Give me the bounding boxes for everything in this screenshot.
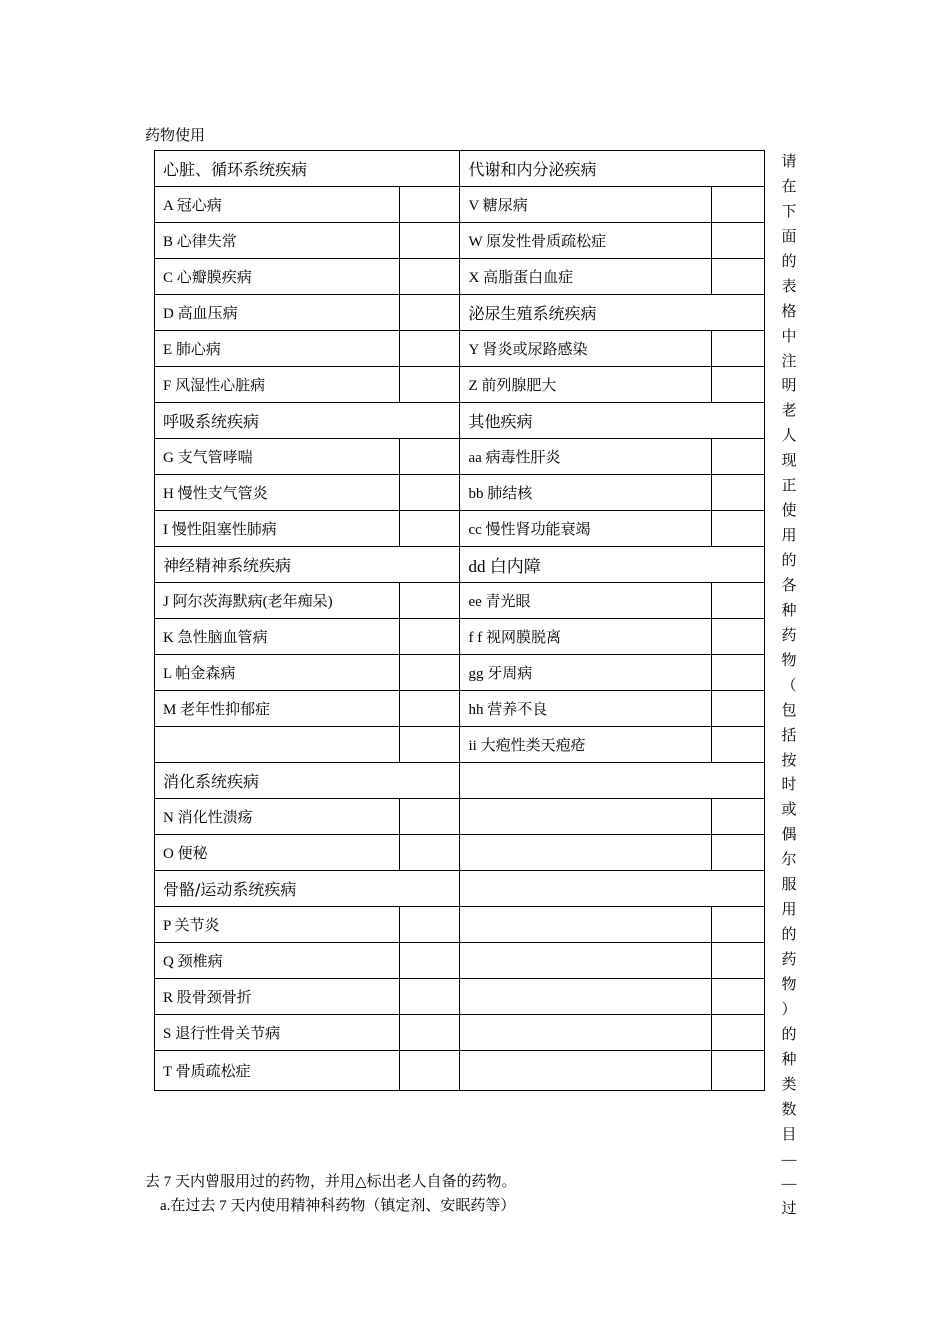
- disease-mark-cell[interactable]: [711, 655, 764, 691]
- disease-item: A 冠心病: [155, 187, 400, 223]
- disease-mark-cell[interactable]: [400, 943, 460, 979]
- table-row: [155, 295, 765, 331]
- disease-item: dd 白内障: [460, 547, 765, 583]
- disease-mark-cell[interactable]: [400, 619, 460, 655]
- disease-table: [154, 150, 765, 1091]
- disease-mark-cell[interactable]: [711, 979, 764, 1015]
- empty-cell: [460, 835, 711, 871]
- disease-item: G 支气管哮喘: [155, 439, 400, 475]
- disease-item: O 便秘: [155, 835, 400, 871]
- disease-item: f f 视网膜脱离: [460, 619, 711, 655]
- disease-mark-cell[interactable]: [400, 223, 460, 259]
- disease-mark-cell[interactable]: [711, 799, 764, 835]
- disease-item: Z 前列腺肥大: [460, 367, 711, 403]
- vertical-char: 服: [781, 877, 797, 894]
- disease-mark-cell[interactable]: [400, 511, 460, 547]
- table-row: [155, 655, 765, 691]
- disease-mark-cell[interactable]: [400, 1051, 460, 1091]
- vertical-char: ）: [781, 1001, 797, 1018]
- vertical-char: 的: [781, 553, 797, 569]
- vertical-char: 面: [781, 228, 797, 245]
- category-header: 神经精神系统疾病: [155, 547, 460, 583]
- vertical-char: 各: [781, 577, 797, 594]
- vertical-char: 老: [781, 403, 797, 420]
- disease-mark-cell[interactable]: [400, 187, 460, 223]
- vertical-char: 种: [781, 602, 797, 619]
- empty-cell: [460, 799, 711, 835]
- vertical-char: 的: [781, 253, 797, 270]
- vertical-char: 过: [781, 1201, 797, 1218]
- disease-item: I 慢性阻塞性肺病: [155, 511, 400, 547]
- disease-item: T 骨质疏松症: [155, 1051, 400, 1091]
- empty-cell: [460, 1051, 711, 1091]
- vertical-char: 药: [781, 627, 797, 644]
- disease-mark-cell[interactable]: [711, 691, 764, 727]
- vertical-char: 的: [781, 1026, 797, 1043]
- vertical-char: 明: [781, 378, 797, 395]
- table-row: [155, 799, 765, 835]
- vertical-char: 物: [781, 976, 797, 993]
- disease-item: Q 颈椎病: [155, 943, 400, 979]
- disease-mark-cell[interactable]: [400, 691, 460, 727]
- vertical-char: 下: [781, 203, 797, 220]
- disease-mark-cell[interactable]: [711, 475, 764, 511]
- disease-item: Y 肾炎或尿路感染: [460, 331, 711, 367]
- disease-mark-cell[interactable]: [400, 259, 460, 295]
- disease-item: S 退行性骨关节病: [155, 1015, 400, 1051]
- disease-item: E 肺心病: [155, 331, 400, 367]
- vertical-char: 现: [781, 453, 797, 470]
- category-header: 骨骼/运动系统疾病: [155, 871, 460, 907]
- table-row: [155, 223, 765, 259]
- vertical-char: 注: [781, 353, 797, 370]
- disease-mark-cell[interactable]: [711, 331, 764, 367]
- vertical-char: 按: [781, 752, 797, 769]
- vertical-char: （: [781, 677, 797, 694]
- disease-mark-cell[interactable]: [711, 439, 764, 475]
- disease-item: B 心律失常: [155, 223, 400, 259]
- disease-mark-cell[interactable]: [400, 1015, 460, 1051]
- table-row: [155, 943, 765, 979]
- table-row: [155, 1015, 765, 1051]
- disease-item: P 关节炎: [155, 907, 400, 943]
- vertical-char: 药: [781, 952, 797, 968]
- table-row: [155, 691, 765, 727]
- vertical-char: 括: [781, 727, 797, 744]
- vertical-char: 包: [781, 702, 797, 719]
- vertical-char: 格: [781, 303, 797, 320]
- disease-item: [155, 727, 400, 763]
- table-row: [155, 403, 765, 439]
- disease-mark-cell[interactable]: [400, 907, 460, 943]
- disease-mark-cell[interactable]: [711, 511, 764, 547]
- disease-mark-cell[interactable]: [711, 583, 764, 619]
- table-row: [155, 1051, 765, 1091]
- table-row: [155, 439, 765, 475]
- disease-mark-cell[interactable]: [400, 583, 460, 619]
- disease-item: J 阿尔茨海默病(老年痴呆): [155, 583, 400, 619]
- category-header: 代谢和内分泌疾病: [460, 151, 765, 187]
- disease-item: D 高血压病: [155, 295, 400, 331]
- category-header: 呼吸系统疾病: [155, 403, 460, 439]
- vertical-char: 正: [781, 478, 797, 495]
- disease-mark-cell[interactable]: [400, 727, 460, 763]
- vertical-char: —: [781, 1176, 797, 1193]
- table-row: [155, 331, 765, 367]
- vertical-char: 使: [781, 503, 797, 520]
- vertical-char: 请: [781, 154, 797, 170]
- table-row: [155, 475, 765, 511]
- disease-mark-cell[interactable]: [711, 187, 764, 223]
- table-row: [155, 835, 765, 871]
- vertical-char: 在: [781, 178, 797, 195]
- disease-mark-cell[interactable]: [711, 943, 764, 979]
- disease-mark-cell[interactable]: [711, 259, 764, 295]
- disease-mark-cell[interactable]: [711, 835, 764, 871]
- vertical-char: 或: [781, 802, 797, 819]
- vertical-char: 种: [781, 1051, 797, 1068]
- disease-mark-cell[interactable]: [711, 367, 764, 403]
- disease-item: H 慢性支气管炎: [155, 475, 400, 511]
- disease-item: N 消化性溃疡: [155, 799, 400, 835]
- instruction-continuation: 去 7 天内曾服用过的药物，并用△标出老人自备的药物。: [145, 1174, 517, 1190]
- category-header: 心脏、循环系统疾病: [155, 151, 460, 187]
- disease-item: K 急性脑血管病: [155, 619, 400, 655]
- disease-mark-cell[interactable]: [711, 1051, 764, 1091]
- question-a: a.在过去 7 天内使用精神科药物（镇定剂、安眠药等）: [160, 1198, 516, 1214]
- disease-mark-cell[interactable]: [400, 367, 460, 403]
- table-row: [155, 583, 765, 619]
- table-row: [155, 187, 765, 223]
- vertical-char: 目: [781, 1126, 797, 1143]
- disease-item: L 帕金森病: [155, 655, 400, 691]
- disease-mark-cell[interactable]: [400, 439, 460, 475]
- empty-cell: [460, 1015, 711, 1051]
- vertical-char: 人: [781, 428, 797, 445]
- empty-cell: [460, 871, 765, 907]
- section-heading: 药物使用: [145, 128, 206, 144]
- disease-item: R 股骨颈骨折: [155, 979, 400, 1015]
- vertical-char: 的: [781, 927, 797, 944]
- disease-item: ee 青光眼: [460, 583, 711, 619]
- disease-mark-cell[interactable]: [400, 295, 460, 331]
- disease-item: aa 病毒性肝炎: [460, 439, 711, 475]
- vertical-char: 类: [781, 1076, 797, 1093]
- disease-mark-cell[interactable]: [400, 835, 460, 871]
- disease-item: V 糖尿病: [460, 187, 711, 223]
- table-row: [155, 367, 765, 403]
- disease-mark-cell[interactable]: [711, 1015, 764, 1051]
- disease-item: X 高脂蛋白血症: [460, 259, 711, 295]
- table-row: [155, 511, 765, 547]
- disease-mark-cell[interactable]: [711, 907, 764, 943]
- vertical-char: 物: [781, 652, 797, 669]
- vertical-char: 表: [781, 278, 797, 295]
- disease-mark-cell[interactable]: [711, 727, 764, 763]
- disease-item: ii 大疱性类天疱疮: [460, 727, 711, 763]
- disease-mark-cell[interactable]: [400, 799, 460, 835]
- disease-mark-cell[interactable]: [711, 223, 764, 259]
- table-row: [155, 907, 765, 943]
- table-row: [155, 547, 765, 583]
- empty-cell: [460, 907, 711, 943]
- empty-cell: [460, 979, 711, 1015]
- disease-mark-cell[interactable]: [400, 331, 460, 367]
- table-row: [155, 979, 765, 1015]
- vertical-char: —: [781, 1151, 797, 1168]
- table-row: [155, 727, 765, 763]
- vertical-char: 中: [781, 328, 797, 345]
- disease-item: cc 慢性肾功能衰竭: [460, 511, 711, 547]
- category-header: 泌尿生殖系统疾病: [460, 295, 765, 331]
- disease-item: hh 营养不良: [460, 691, 711, 727]
- disease-item: C 心瓣膜疾病: [155, 259, 400, 295]
- disease-item: F 风湿性心脏病: [155, 367, 400, 403]
- table-row: [155, 259, 765, 295]
- disease-item: M 老年性抑郁症: [155, 691, 400, 727]
- vertical-char: 数: [781, 1101, 797, 1118]
- category-header: 其他疾病: [460, 403, 765, 439]
- table-row: [155, 151, 765, 187]
- table-row: [155, 763, 765, 799]
- vertical-instruction-text: [779, 150, 799, 1222]
- disease-mark-cell[interactable]: [400, 475, 460, 511]
- vertical-char: 用: [781, 528, 797, 545]
- disease-item: gg 牙周病: [460, 655, 711, 691]
- empty-cell: [460, 943, 711, 979]
- disease-mark-cell[interactable]: [711, 619, 764, 655]
- disease-mark-cell[interactable]: [400, 979, 460, 1015]
- vertical-char: 时: [781, 777, 797, 794]
- disease-mark-cell[interactable]: [400, 655, 460, 691]
- disease-item: W 原发性骨质疏松症: [460, 223, 711, 259]
- table-row: [155, 619, 765, 655]
- disease-item: bb 肺结核: [460, 475, 711, 511]
- vertical-char: 用: [781, 902, 797, 919]
- table-row: [155, 871, 765, 907]
- vertical-char: 尔: [781, 852, 797, 869]
- category-header: 消化系统疾病: [155, 763, 460, 799]
- empty-cell: [460, 763, 765, 799]
- vertical-char: 偶: [781, 827, 797, 844]
